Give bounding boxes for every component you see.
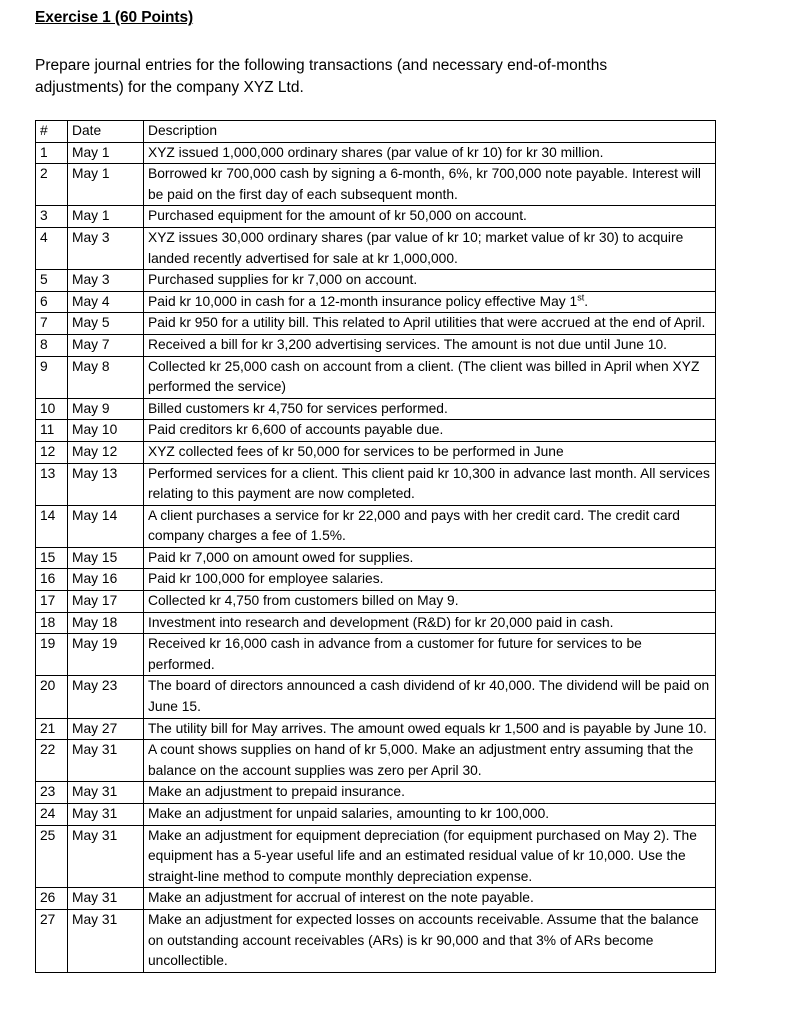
row-description: Received a bill for kr 3,200 advertising services. The amount is not due until June 10.: [144, 334, 716, 356]
table-row: [36, 612, 716, 634]
table-row: [36, 398, 716, 420]
table-row: [36, 142, 716, 164]
description-end: .: [584, 293, 589, 309]
header-date: Date: [68, 121, 144, 143]
description-text: Paid kr 10,000 in cash for a 12-month insurance policy effective May 1: [148, 293, 578, 309]
row-number: 15: [36, 547, 68, 569]
row-number: 24: [36, 804, 68, 826]
header-description: Description: [144, 121, 716, 143]
table-row: [36, 591, 716, 613]
row-number: 26: [36, 888, 68, 910]
table-row: [36, 313, 716, 335]
row-date: May 31: [68, 825, 144, 888]
row-date: May 27: [68, 718, 144, 740]
table-row: [36, 782, 716, 804]
table-row: [36, 825, 716, 888]
row-number: 18: [36, 612, 68, 634]
exercise-title: Exercise 1 (60 Points): [35, 9, 194, 26]
row-number: 7: [36, 313, 68, 335]
row-number: 19: [36, 634, 68, 676]
row-number: 3: [36, 206, 68, 228]
table-row: [36, 227, 716, 269]
row-description: Investment into research and development (R&D) for kr 20,000 paid in cash.: [144, 612, 716, 634]
row-number: 16: [36, 569, 68, 591]
row-date: May 1: [68, 206, 144, 228]
row-description: The board of directors announced a cash dividend of kr 40,000. The dividend will be paid on June 15.: [144, 676, 716, 718]
row-description: Make an adjustment for unpaid salaries, amounting to kr 100,000.: [144, 804, 716, 826]
row-description: Paid creditors kr 6,600 of accounts payable due.: [144, 420, 716, 442]
row-description: Purchased equipment for the amount of kr 50,000 on account.: [144, 206, 716, 228]
row-number: 27: [36, 909, 68, 972]
table-row: [36, 356, 716, 398]
row-number: 22: [36, 740, 68, 782]
row-description: XYZ collected fees of kr 50,000 for services to be performed in June: [144, 441, 716, 463]
row-description: Make an adjustment for accrual of interest on the note payable.: [144, 888, 716, 910]
row-date: May 1: [68, 142, 144, 164]
row-description: XYZ issued 1,000,000 ordinary shares (par value of kr 10) for kr 30 million.: [144, 142, 716, 164]
header-number: #: [36, 121, 68, 143]
row-number: 21: [36, 718, 68, 740]
row-description: Paid kr 7,000 on amount owed for supplies.: [144, 547, 716, 569]
row-number: 13: [36, 463, 68, 505]
row-number: 25: [36, 825, 68, 888]
row-date: May 31: [68, 740, 144, 782]
row-date: May 4: [68, 291, 144, 313]
row-number: 5: [36, 270, 68, 292]
table-row: [36, 334, 716, 356]
row-description: Performed services for a client. This client paid kr 10,300 in advance last month. All services relating to this payment are now completed.: [144, 463, 716, 505]
table-row: [36, 804, 716, 826]
row-number: 6: [36, 291, 68, 313]
row-number: 1: [36, 142, 68, 164]
row-date: May 1: [68, 164, 144, 206]
row-date: May 3: [68, 227, 144, 269]
row-number: 8: [36, 334, 68, 356]
row-number: 11: [36, 420, 68, 442]
table-row: [36, 206, 716, 228]
row-date: May 3: [68, 270, 144, 292]
table-row: [36, 676, 716, 718]
table-row: [36, 888, 716, 910]
row-date: May 15: [68, 547, 144, 569]
row-date: May 31: [68, 909, 144, 972]
table-row: [36, 463, 716, 505]
row-description: [144, 291, 716, 313]
row-number: 10: [36, 398, 68, 420]
row-date: May 14: [68, 505, 144, 547]
row-date: May 17: [68, 591, 144, 613]
row-description: Make an adjustment for expected losses on accounts receivable. Assume that the balance on outstanding account receivables (ARs) is kr 90,000 and that 3% of ARs become uncollectible.: [144, 909, 716, 972]
row-description: Billed customers kr 4,750 for services performed.: [144, 398, 716, 420]
row-number: 2: [36, 164, 68, 206]
row-description: Collected kr 4,750 from customers billed on May 9.: [144, 591, 716, 613]
row-description: Paid kr 950 for a utility bill. This related to April utilities that were accrued at the end of April.: [144, 313, 716, 335]
row-description: A client purchases a service for kr 22,000 and pays with her credit card. The credit card company charges a fee of 1.5%.: [144, 505, 716, 547]
row-description: XYZ issues 30,000 ordinary shares (par value of kr 10; market value of kr 30) to acquire landed recently advertised for sale at kr 1,000,000.: [144, 227, 716, 269]
row-description: The utility bill for May arrives. The amount owed equals kr 1,500 and is payable by June 10.: [144, 718, 716, 740]
table-row: [36, 718, 716, 740]
row-description: Received kr 16,000 cash in advance from a customer for future for services to be performed.: [144, 634, 716, 676]
row-date: May 13: [68, 463, 144, 505]
row-description: Make an adjustment for equipment depreciation (for equipment purchased on May 2). The equipment has a 5-year useful life and an estimated residual value of kr 10,000. Use the straight-line method to compute monthly depreciation expense.: [144, 825, 716, 888]
row-number: 17: [36, 591, 68, 613]
exercise-instructions: Prepare journal entries for the following transactions (and necessary end-of-months adjustments) for the company XYZ Ltd.: [35, 57, 608, 96]
table-row: [36, 291, 716, 313]
row-description: Purchased supplies for kr 7,000 on account.: [144, 270, 716, 292]
row-description: Borrowed kr 700,000 cash by signing a 6-month, 6%, kr 700,000 note payable. Interest will be paid on the first day of each subsequent month.: [144, 164, 716, 206]
table-row: [36, 441, 716, 463]
table-row: [36, 164, 716, 206]
row-date: May 7: [68, 334, 144, 356]
row-date: May 8: [68, 356, 144, 398]
row-description: Collected kr 25,000 cash on account from a client. (The client was billed in April when XYZ performed the service): [144, 356, 716, 398]
row-date: May 18: [68, 612, 144, 634]
row-date: May 16: [68, 569, 144, 591]
row-date: May 12: [68, 441, 144, 463]
row-date: May 19: [68, 634, 144, 676]
row-number: 20: [36, 676, 68, 718]
row-number: 4: [36, 227, 68, 269]
row-number: 14: [36, 505, 68, 547]
table-header-row: [36, 121, 716, 143]
transactions-table: [35, 120, 716, 973]
table-row: [36, 547, 716, 569]
row-description: Paid kr 100,000 for employee salaries.: [144, 569, 716, 591]
ordinal-suffix: st: [577, 292, 585, 303]
row-number: 23: [36, 782, 68, 804]
table-row: [36, 505, 716, 547]
row-date: May 9: [68, 398, 144, 420]
row-date: May 23: [68, 676, 144, 718]
table-row: [36, 420, 716, 442]
row-number: 12: [36, 441, 68, 463]
row-date: May 10: [68, 420, 144, 442]
row-description: A count shows supplies on hand of kr 5,000. Make an adjustment entry assuming that the balance on the account supplies was zero per April 30.: [144, 740, 716, 782]
row-date: May 31: [68, 888, 144, 910]
row-number: 9: [36, 356, 68, 398]
table-row: [36, 270, 716, 292]
row-description: Make an adjustment to prepaid insurance.: [144, 782, 716, 804]
transactions-body: [36, 142, 716, 972]
row-date: May 5: [68, 313, 144, 335]
table-row: [36, 634, 716, 676]
row-date: May 31: [68, 804, 144, 826]
row-date: May 31: [68, 782, 144, 804]
table-row: [36, 740, 716, 782]
table-row: [36, 569, 716, 591]
table-row: [36, 909, 716, 972]
